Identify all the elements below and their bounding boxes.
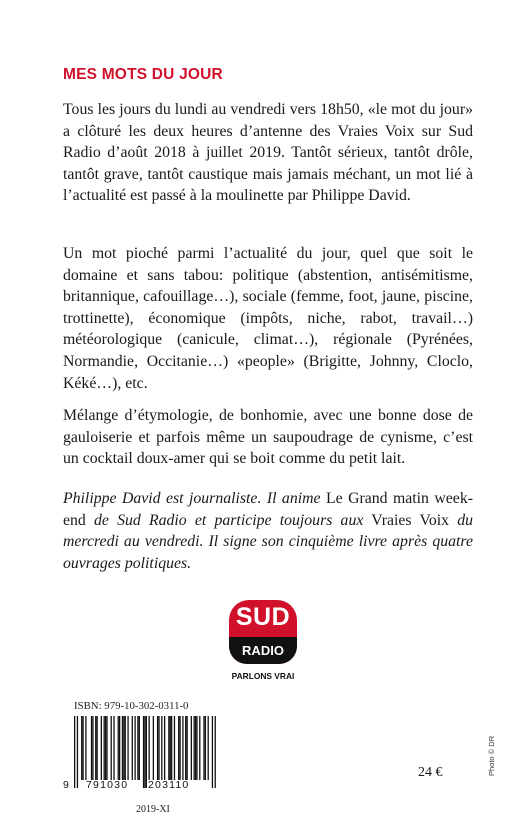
barcode-bar (111, 716, 112, 780)
bio-part-1: Philippe David est journaliste. Il anime (63, 490, 321, 507)
barcode-bar (85, 716, 86, 780)
barcode-bar (146, 716, 147, 788)
barcode-bar (127, 716, 128, 780)
barcode-bar (191, 716, 192, 780)
logo-radio-text: RADIO (229, 637, 297, 664)
barcode-block (60, 700, 217, 816)
isbn-text: ISBN: 979-10-302-0311-0 (74, 700, 189, 712)
barcode-bar (113, 716, 114, 780)
back-cover-title: MES MOTS DU JOUR (63, 66, 223, 83)
barcode-bar (132, 716, 133, 780)
barcode-bar (91, 716, 92, 780)
barcode-bar (186, 716, 187, 780)
barcode-bar (212, 716, 213, 788)
barcode-bar (157, 716, 158, 780)
barcode-bar (171, 716, 172, 780)
barcode-bar (95, 716, 96, 780)
barcode-bar (125, 716, 126, 780)
barcode-bar (143, 716, 144, 788)
bio-part-2: de Sud Radio et participe toujours aux (94, 511, 364, 529)
edition-code: 2019-XI (136, 804, 170, 815)
logo-slogan: PARLONS VRAI (231, 671, 295, 681)
barcode-bar (170, 716, 171, 780)
show-name-2: Vraies Voix (371, 511, 450, 529)
barcode-bar (118, 716, 119, 780)
barcode-bar (208, 716, 209, 780)
barcode-bars (74, 716, 216, 788)
barcode-bar (101, 716, 102, 780)
barcode-bar (168, 716, 169, 780)
barcode-bar (149, 716, 150, 780)
barcode-bar (134, 716, 135, 780)
logo-badge (229, 600, 297, 664)
barcode-bar (203, 716, 204, 780)
author-bio (63, 488, 473, 574)
barcode-bar (119, 716, 120, 780)
barcode-bar (182, 716, 183, 780)
description-paragraph-3: Mélange d’étymologie, de bonhomie, avec une bonne dose de gauloiserie et parfois même un saupoudrage de cynisme, c’est un cocktail doux-amer qui se boit comme du petit lait. (63, 407, 473, 468)
barcode-bar (174, 716, 175, 780)
barcode-bar (105, 716, 106, 780)
barcode-bar (205, 716, 206, 780)
barcode-bar (144, 716, 145, 788)
barcode-bar (164, 716, 165, 780)
barcode-digits-left: 791030 (86, 779, 129, 791)
description-paragraph-2: Un mot pioché parmi l’actualité du jour, quel que soit le domaine et sans tabou: politique (abstention, antisémitisme, britannique, cafouillage…), sociale (femme, foot, jaune, piscine, trottinette), économique (impôts, niche, rabot, travail…) météorologique (canicule, climat…), régionale (Pyrénées, Normandie, Occitanie…) «people» (Brigitte, Johnny, Cloclo, Kéké…), etc. (63, 245, 473, 392)
barcode-bar (161, 716, 162, 780)
barcode-bar (185, 716, 186, 780)
barcode-bar (92, 716, 93, 780)
barcode-bar (104, 716, 105, 780)
barcode-bar (139, 716, 140, 780)
barcode-bar (82, 716, 83, 780)
logo-sud-text: SUD (235, 603, 291, 631)
barcode-bar (158, 716, 159, 780)
price: 24 € (418, 765, 443, 780)
photo-credit: Photo © DR (487, 735, 496, 776)
barcode-bar (179, 716, 180, 780)
barcode-bar (153, 716, 154, 780)
barcode-bar (106, 716, 107, 780)
barcode-bar (194, 716, 195, 780)
barcode-bar (195, 716, 196, 780)
show-name-1: Le Grand matin week-end (63, 490, 473, 529)
barcode-bar (122, 716, 123, 780)
barcode-bar (81, 716, 82, 780)
barcode-digit-lead: 9 (63, 779, 71, 791)
barcode-bar (178, 716, 179, 780)
barcode-digits-right: 203110 (148, 779, 190, 791)
bio-part-3: du mercredi au vendredi. Il signe son cinquième livre après quatre ouvrages politiques. (63, 511, 473, 572)
barcode-bar (74, 716, 75, 788)
barcode-bar (199, 716, 200, 780)
barcode-bar (97, 716, 98, 780)
barcode-bar (77, 716, 78, 788)
sud-radio-logo (229, 600, 297, 681)
barcode-bar (215, 716, 216, 788)
barcode-bar (123, 716, 124, 780)
barcode-bar (137, 716, 138, 780)
description-paragraph-1: Tous les jours du lundi au vendredi vers 18h50, «le mot du jour» a clôturé les deux heures d’antenne des Vraies Voix sur Sud Radio d’août 2018 à juillet 2019. Tantôt sérieux, tantôt drôle, tantôt grave, tantôt caustique mais jamais méchant, un mot lié à l’actualité est passé à la moulinette par Philippe David. (63, 101, 473, 205)
barcode-bar (196, 716, 197, 780)
